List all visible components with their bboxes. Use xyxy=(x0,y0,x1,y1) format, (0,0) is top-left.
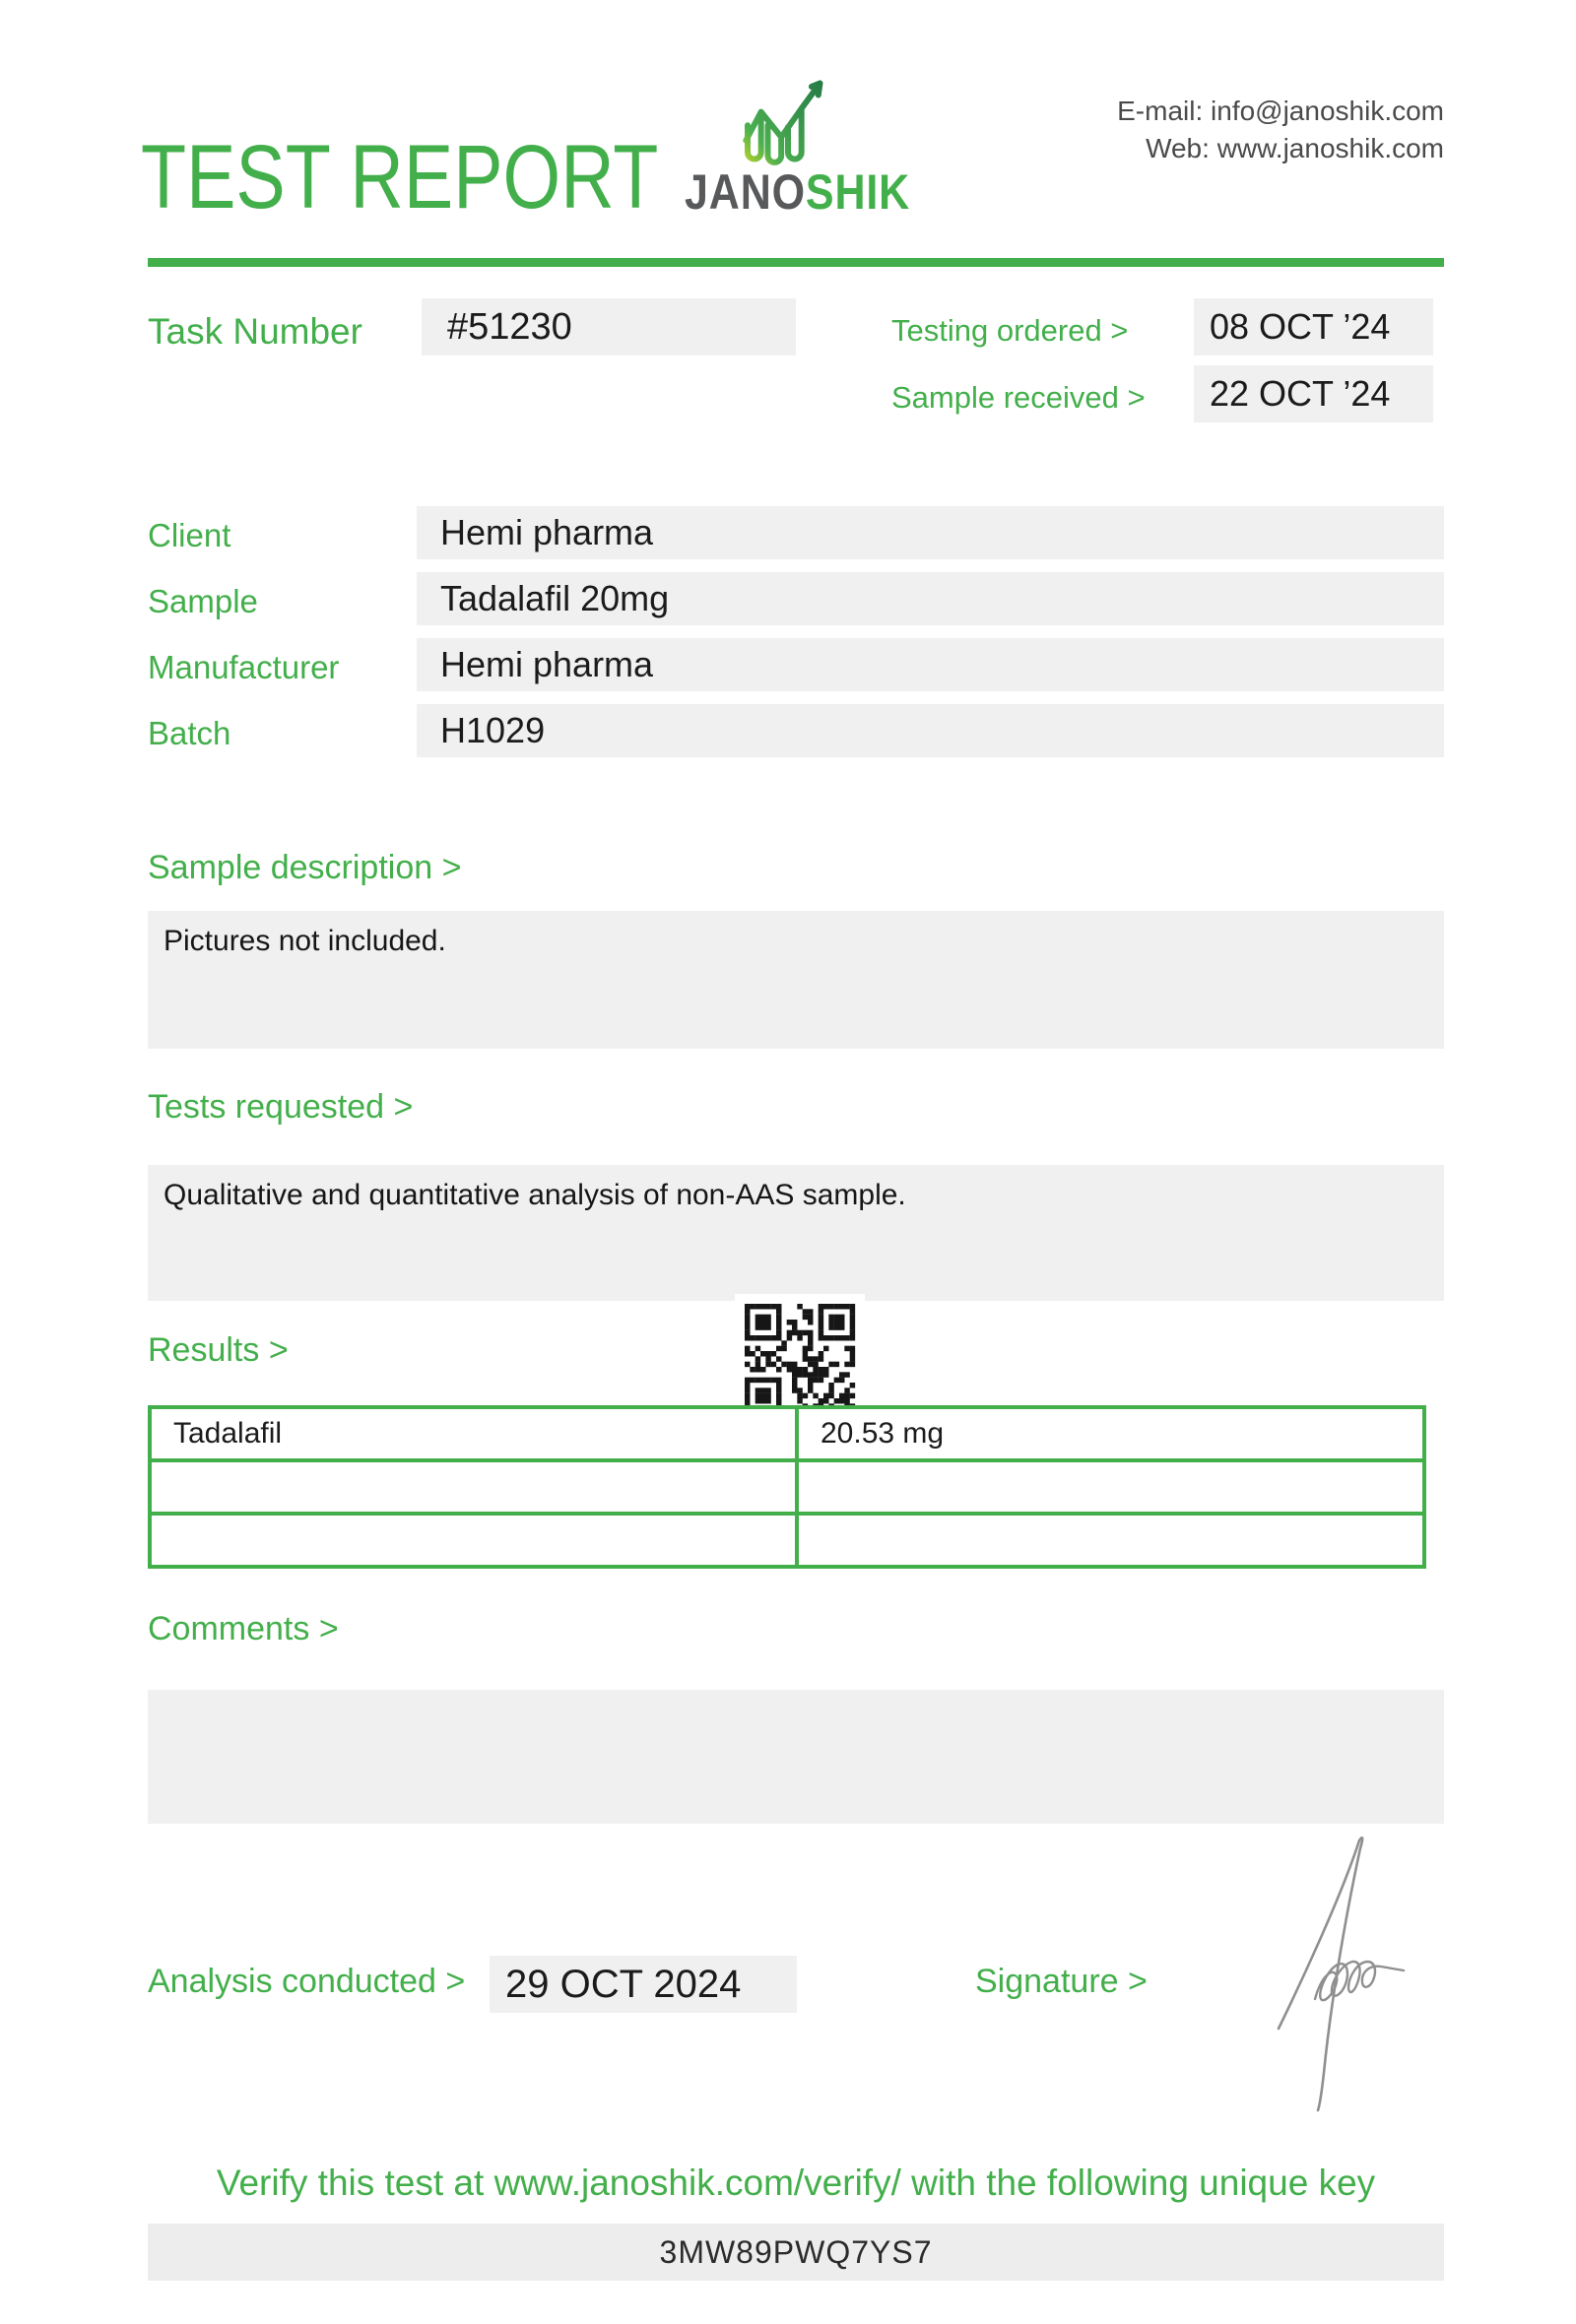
verify-key-value: 3MW89PWQ7YS7 xyxy=(659,2233,933,2270)
batch-value: H1029 xyxy=(440,710,546,750)
analysis-date-field xyxy=(490,1956,797,2013)
table-row xyxy=(152,1462,1422,1512)
task-number-label: Task Number xyxy=(148,311,362,352)
analysis-conducted-label: Analysis conducted > xyxy=(148,1963,466,2000)
logo-text-gray: JANO xyxy=(685,164,806,220)
sample-received-value: 22 OCT ’24 xyxy=(1210,373,1391,414)
tests-requested-box xyxy=(148,1165,1444,1301)
results-title: Results > xyxy=(148,1331,289,1369)
logo-text-green: SHIK xyxy=(805,164,911,220)
testing-ordered-value: 08 OCT ’24 xyxy=(1210,306,1391,347)
contact-web: Web: www.janoshik.com xyxy=(1146,133,1444,163)
signature-label: Signature > xyxy=(975,1963,1148,2000)
janoshik-logo-text xyxy=(685,164,911,220)
result-value-cell xyxy=(799,1462,1422,1512)
task-number-value: #51230 xyxy=(447,305,572,348)
sample-value: Tadalafil 20mg xyxy=(440,578,670,618)
client-field xyxy=(417,506,1444,559)
sample-label: Sample xyxy=(148,583,258,619)
contact-email: E-mail: info@janoshik.com xyxy=(1117,96,1444,126)
result-substance-cell: Tadalafil xyxy=(152,1409,799,1458)
manufacturer-field xyxy=(417,638,1444,691)
table-row xyxy=(152,1409,1422,1458)
tests-requested-title: Tests requested > xyxy=(148,1088,414,1126)
analysis-date-value: 29 OCT 2024 xyxy=(505,1962,742,2006)
comments-title: Comments > xyxy=(148,1610,339,1647)
manufacturer-value: Hemi pharma xyxy=(440,644,654,684)
tests-requested-text: Qualitative and quantitative analysis of non-AAS sample. xyxy=(164,1179,906,1211)
results-table xyxy=(148,1405,1426,1569)
header-divider xyxy=(148,258,1444,267)
sample-description-text: Pictures not included. xyxy=(164,925,446,957)
verify-key-box xyxy=(148,2224,1444,2281)
manufacturer-label: Manufacturer xyxy=(148,649,340,685)
contact-block xyxy=(952,93,1444,167)
table-row xyxy=(152,1516,1422,1565)
result-value-cell: 20.53 mg xyxy=(821,1417,945,1450)
sample-field xyxy=(417,572,1444,625)
task-number-field xyxy=(422,298,796,355)
verify-instruction: Verify this test at www.janoshik.com/verify/ with the following unique key xyxy=(216,2163,1376,2203)
batch-label: Batch xyxy=(148,715,231,751)
batch-field xyxy=(417,704,1444,757)
sample-received-field xyxy=(1194,365,1433,422)
sample-description-title: Sample description > xyxy=(148,849,462,886)
page-title: TEST REPORT xyxy=(141,127,659,227)
client-value: Hemi pharma xyxy=(440,512,654,552)
janoshik-logo-icon xyxy=(737,75,839,167)
sample-received-label: Sample received > xyxy=(891,380,1146,415)
testing-ordered-field xyxy=(1194,298,1433,355)
testing-ordered-label: Testing ordered > xyxy=(891,313,1129,348)
client-label: Client xyxy=(148,517,231,553)
signature-image xyxy=(1261,1827,1448,2112)
result-substance-cell xyxy=(152,1516,799,1565)
result-substance-cell xyxy=(152,1462,799,1512)
comments-box xyxy=(148,1690,1444,1824)
sample-description-box xyxy=(148,911,1444,1049)
result-value-cell xyxy=(799,1516,1422,1565)
